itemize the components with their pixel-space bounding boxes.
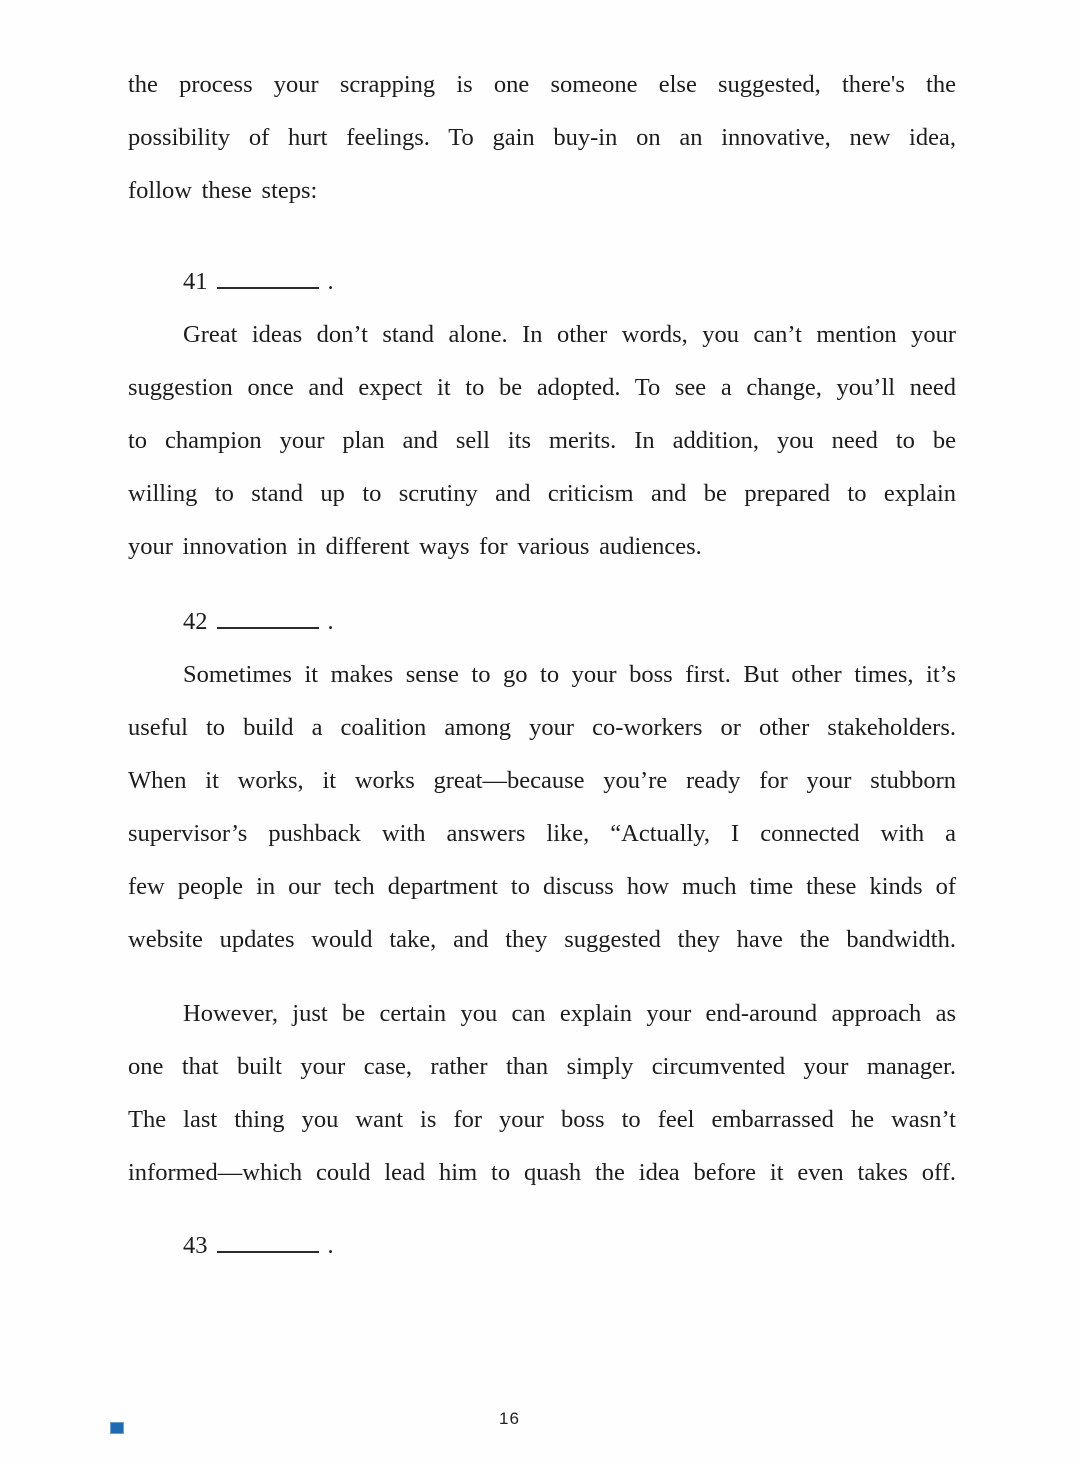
paragraph-intro xyxy=(128,58,956,217)
paragraph-however xyxy=(128,987,956,1199)
question-blank-42 xyxy=(128,595,956,648)
answer-blank-line xyxy=(217,625,319,629)
text-line: website updates would take, and they suggested they have the bandwidth. xyxy=(128,926,956,953)
period: . xyxy=(327,1232,334,1259)
period: . xyxy=(327,268,334,295)
answer-blank-line xyxy=(217,1249,319,1253)
period: . xyxy=(327,608,334,635)
text-line: possibility of hurt feelings. To gain buy-in on an innovative, new idea, xyxy=(128,124,956,151)
question-number: 43 xyxy=(183,1232,208,1259)
text-line: to champion your plan and sell its merits. In addition, you need to be xyxy=(128,427,956,454)
question-blank-43 xyxy=(128,1219,956,1272)
text-line: However, just be certain you can explain your end-around approach as xyxy=(183,1000,956,1027)
question-number: 41 xyxy=(183,268,208,295)
text-line: informed—which could lead him to quash the idea before it even takes off. xyxy=(128,1159,956,1186)
text-line: When it works, it works great—because you’re ready for your stubborn xyxy=(128,767,956,794)
text-line: your innovation in different ways for various audiences. xyxy=(128,533,702,560)
question-blank-41 xyxy=(128,255,956,308)
text-line: willing to stand up to scrutiny and criticism and be prepared to explain xyxy=(128,480,956,507)
page-body-text xyxy=(128,58,956,1272)
answer-blank-line xyxy=(217,285,319,289)
text-line: follow these steps: xyxy=(128,177,318,204)
text-line: suggestion once and expect it to be adopted. To see a change, you’ll need xyxy=(128,374,956,401)
text-line: useful to build a coalition among your co-workers or other stakeholders. xyxy=(128,714,956,741)
text-line: The last thing you want is for your boss to feel embarrassed he wasn’t xyxy=(128,1106,956,1133)
text-line: few people in our tech department to discuss how much time these kinds of xyxy=(128,873,956,900)
text-line: Sometimes it makes sense to go to your boss first. But other times, it’s xyxy=(183,661,956,688)
text-line: supervisor’s pushback with answers like, “Actually, I connected with a xyxy=(128,820,956,847)
text-line: the process your scrapping is one someone else suggested, there's the xyxy=(128,71,956,98)
page-number: 16 xyxy=(499,1409,520,1428)
text-line: Great ideas don’t stand alone. In other words, you can’t mention your xyxy=(183,321,956,348)
paragraph-41 xyxy=(128,308,956,573)
text-line: one that built your case, rather than simply circumvented your manager. xyxy=(128,1053,956,1080)
footer-square-icon xyxy=(110,1422,124,1434)
question-number: 42 xyxy=(183,608,208,635)
paragraph-42 xyxy=(128,648,956,966)
